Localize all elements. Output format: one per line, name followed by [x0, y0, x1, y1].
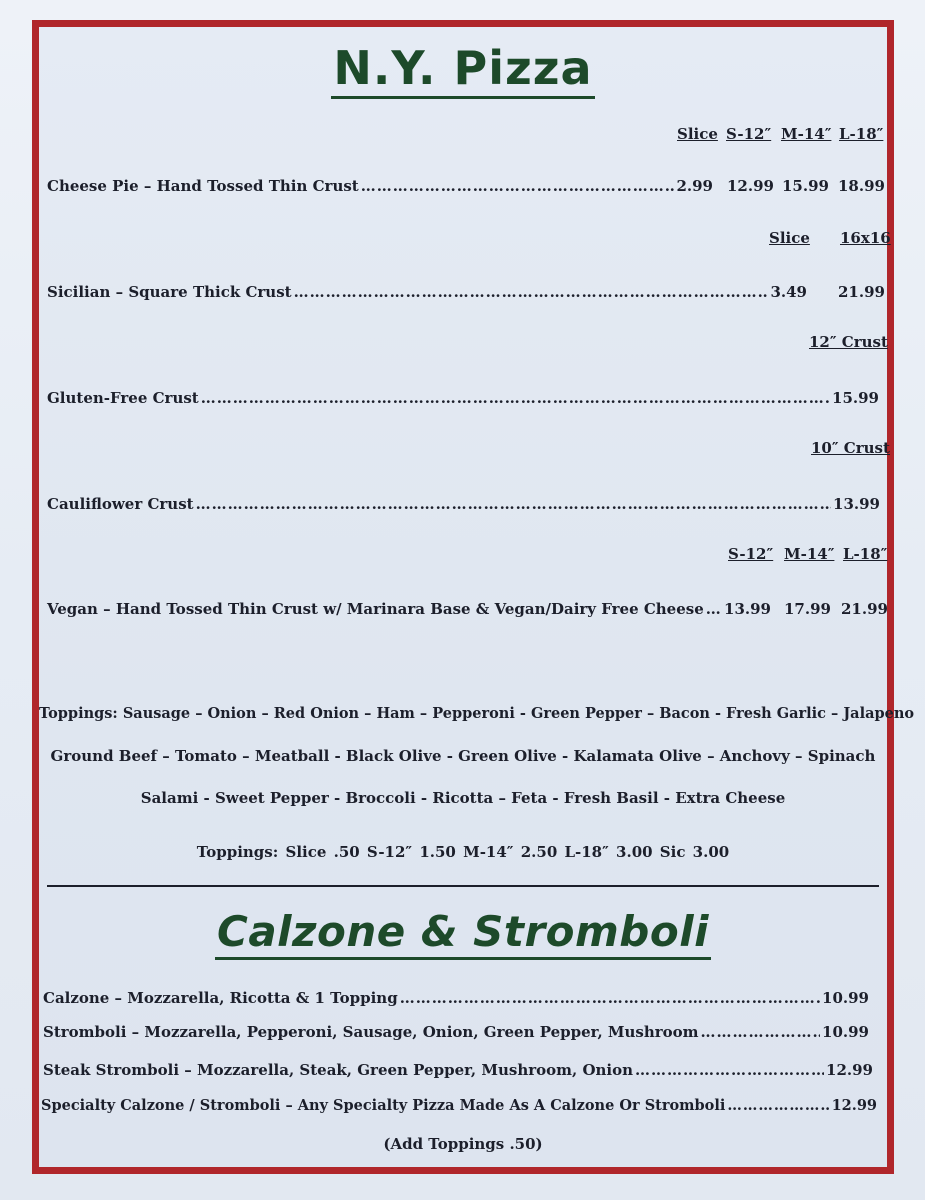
section-divider — [47, 885, 879, 887]
item-price: 13.99 — [724, 600, 771, 618]
item-price: 2.99 — [676, 177, 713, 195]
add-toppings-note: (Add Toppings .50) — [383, 1135, 543, 1153]
leader-dots — [727, 1097, 829, 1114]
size-header: 16x16 — [840, 229, 891, 247]
item-price: 3.49 — [770, 283, 807, 301]
item-price: 21.99 — [841, 600, 888, 618]
size-header: Slice — [769, 229, 810, 247]
size-header: M-14″ — [784, 545, 835, 563]
item-name: Calzone – Mozzarella, Ricotta & 1 Topping — [43, 989, 398, 1007]
item-price: 18.99 — [838, 177, 885, 195]
item-price: 10.99 — [822, 989, 869, 1007]
item-price: 17.99 — [784, 600, 831, 618]
item-name: Gluten-Free Crust — [47, 389, 199, 407]
size-header: Slice — [677, 125, 718, 143]
size-header-row — [39, 333, 887, 353]
size-header-row — [39, 229, 891, 249]
item-price: 13.99 — [833, 495, 880, 513]
leader-dots — [706, 600, 722, 618]
item-name: Stromboli – Mozzarella, Pepperoni, Sausage, Onion, Green Pepper, Mushroom — [43, 1023, 699, 1041]
toppings-list-line: Toppings: Sausage – Onion – Red Onion – Ham – Pepperoni - Green Pepper – Bacon - Fresh Garlic – Jalapeno — [39, 705, 915, 722]
toppings-list-line: Salami - Sweet Pepper - Broccoli - Ricotta – Feta - Fresh Basil - Extra Cheese — [140, 789, 786, 807]
item-price: 12.99 — [727, 177, 774, 195]
menu-frame — [32, 20, 915, 1174]
item-price: 12.99 — [826, 1061, 873, 1079]
item-name: Sicilian – Square Thick Crust — [47, 283, 292, 301]
menu-item-sicilian — [47, 283, 807, 301]
size-header-row — [39, 125, 887, 145]
leader-dots — [196, 495, 831, 513]
item-name: Vegan – Hand Tossed Thin Crust w/ Marinara Base & Vegan/Dairy Free Cheese — [47, 600, 704, 618]
calzone-section-title: Calzone & Stromboli — [39, 907, 887, 956]
size-header: S-12″ — [726, 125, 772, 143]
leader-dots — [635, 1061, 824, 1079]
item-price: 12.99 — [831, 1097, 877, 1114]
menu-item-specialty — [41, 1097, 877, 1114]
menu-item-gluten-free — [47, 389, 879, 407]
item-price: 15.99 — [782, 177, 829, 195]
menu-item-calzone — [43, 989, 869, 1007]
leader-dots — [294, 283, 769, 301]
toppings-list-line: Ground Beef – Tomato – Meatball - Black Olive - Green Olive - Kalamata Olive – Anchovy – Spinach — [50, 747, 876, 765]
size-header: L-18″ — [839, 125, 884, 143]
size-header: M-14″ — [781, 125, 832, 143]
item-name: Steak Stromboli – Mozzarella, Steak, Green Pepper, Mushroom, Onion — [43, 1061, 634, 1079]
toppings-prices: Toppings: Slice .50 S-12″ 1.50 M-14″ 2.50 L-18″ 3.00 Sic 3.00 — [196, 843, 730, 861]
leader-dots — [201, 389, 830, 407]
item-name: Cheese Pie – Hand Tossed Thin Crust — [47, 177, 359, 195]
item-price: 21.99 — [838, 283, 885, 301]
leader-dots — [361, 177, 675, 195]
item-name: Specialty Calzone / Stromboli – Any Specialty Pizza Made As A Calzone Or Stromboli — [41, 1097, 726, 1114]
leader-dots — [701, 1023, 820, 1041]
menu-item-steak-stromboli — [43, 1061, 873, 1079]
leader-dots — [400, 989, 820, 1007]
menu-item-cheese-pie — [47, 177, 713, 195]
size-header: S-12″ — [728, 545, 774, 563]
size-header-row — [39, 545, 887, 565]
menu-item-vegan — [47, 600, 771, 618]
item-price: 15.99 — [832, 389, 879, 407]
item-price: 10.99 — [822, 1023, 869, 1041]
menu-item-stromboli — [43, 1023, 869, 1041]
size-header: 12″ Crust — [809, 333, 888, 351]
size-header-row — [39, 439, 890, 459]
size-header: 10″ Crust — [811, 439, 890, 457]
menu-item-cauliflower — [47, 495, 880, 513]
item-name: Cauliflower Crust — [47, 495, 194, 513]
size-header: L-18″ — [843, 545, 888, 563]
pizza-section-title: N.Y. Pizza — [39, 41, 887, 95]
